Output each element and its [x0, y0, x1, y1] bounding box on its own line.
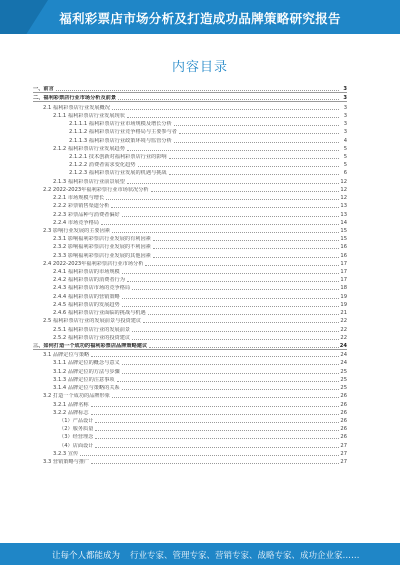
toc-entry-label: 3.1 品牌定位与策略 [43, 352, 90, 359]
toc-entry-label: 3.2.1 品牌名称 [53, 401, 89, 408]
toc-leader-dots [122, 298, 339, 299]
toc-entry-page: 19 [340, 301, 347, 308]
toc-leader-dots [118, 99, 339, 100]
toc-leader-dots [91, 356, 339, 357]
toc-entry[interactable] [33, 102, 347, 110]
toc-entry-page: 25 [340, 376, 347, 383]
toc-entry-label: 3.3 营销策略与推广 [43, 459, 90, 466]
toc-entry-label: 2.4.1 福利彩票店的市场规模 [53, 269, 120, 276]
toc-entry-page: 3 [343, 129, 347, 136]
toc-entry-label: 2.3.2 影响福利彩票店行业发展的不利因素 [53, 244, 151, 251]
toc-leader-dots [153, 257, 339, 258]
toc-entry-page: 15 [340, 227, 347, 234]
toc-entry-page: 3 [343, 104, 347, 111]
toc-leader-dots [127, 183, 339, 184]
toc-entry-page: 3 [343, 95, 347, 102]
toc-leader-dots [122, 373, 339, 374]
toc-leader-dots [122, 364, 339, 365]
toc-entry[interactable] [33, 391, 347, 399]
toc-entry[interactable] [33, 440, 347, 448]
toc-entry-page: 24 [339, 343, 347, 349]
toc-entry[interactable] [33, 144, 347, 152]
toc-entry[interactable] [33, 218, 347, 226]
toc-leader-dots [122, 273, 339, 274]
toc-entry[interactable] [33, 366, 347, 374]
toc-entry[interactable] [33, 127, 347, 135]
toc-entry[interactable] [33, 160, 347, 168]
toc-entry-label: 2.2 2022-2023年福利彩票行业市场状况分析 [43, 186, 149, 193]
toc-entry-label: 2.2.3 彩票品种与消费者偏好 [53, 211, 120, 218]
toc-leader-dots [169, 158, 339, 159]
toc-entry-page: 18 [340, 285, 347, 292]
toc-entry-label: 2.3.3 影响福利彩票店行业发展的其他因素 [53, 252, 151, 259]
toc-leader-dots [56, 90, 339, 91]
toc-entry[interactable] [33, 291, 347, 299]
toc-entry-label: 2.1.1.3 福利彩票店行业政策环境与监管分析 [69, 137, 172, 144]
toc-entry[interactable] [33, 399, 347, 407]
toc-entry[interactable] [33, 135, 347, 143]
toc-entry[interactable] [33, 333, 347, 341]
toc-entry-label: 2.4 2022-2023年福利彩票店行业市场分析 [43, 260, 144, 267]
toc-entry-label: 一、前言 [33, 86, 54, 93]
toc-entry-page: 12 [340, 186, 347, 193]
toc-entry[interactable] [33, 457, 347, 465]
toc-entry-page: 17 [340, 269, 347, 276]
toc-entry[interactable] [33, 341, 347, 350]
toc-heading: 内容目录 [171, 60, 228, 75]
toc-entry-page: 17 [340, 260, 347, 267]
toc-entry-label: 2.5 福利彩票店行业的发展前景与投资建议 [43, 318, 142, 325]
toc-entry-page: 27 [340, 442, 347, 449]
toc-entry-label: 3.2.2 品牌标志 [53, 409, 89, 416]
footer-roles: 行业专家、管理专家、营销专家、战略专家、成功企业家…… [130, 551, 360, 561]
toc-entry-label: （1）产品设计 [59, 417, 94, 424]
toc-leader-dots [149, 347, 339, 348]
toc-entry-label: 2.2.1 市场规模与增长 [53, 195, 105, 202]
toc-leader-dots [91, 414, 339, 415]
toc-leader-dots [169, 174, 339, 175]
toc-entry[interactable] [33, 152, 347, 160]
toc-entry-page: 24 [340, 360, 347, 367]
toc-entry-page: 21 [340, 310, 347, 317]
toc-entry-label: 2.4.5 福利彩票店的发展趋势 [53, 301, 120, 308]
toc-entry-label: 2.2.2 彩票销售渠道分析 [53, 203, 110, 210]
toc-entry-page: 22 [340, 334, 347, 341]
toc-entry-page: 26 [340, 417, 347, 424]
toc-entry-page: 25 [340, 385, 347, 392]
footer-banner [0, 543, 400, 565]
toc-entry-page: 26 [340, 401, 347, 408]
toc-entry-label: 2.3 影响行业发展的主要因素 [43, 227, 110, 234]
toc-entry-page: 5 [343, 162, 347, 169]
toc-entry-label: 3.1.3 品牌定位的注意事项 [53, 376, 115, 383]
toc-entry-label: 3.2.3 宣传 [53, 450, 79, 457]
toc-entry-page: 6 [343, 170, 347, 177]
toc-entry-page: 3 [343, 121, 347, 128]
toc-leader-dots [127, 281, 339, 282]
toc-entry[interactable] [33, 324, 347, 332]
toc-entry-label: 3.1.4 品牌定位与策略的关系 [53, 385, 120, 392]
toc-leader-dots [132, 331, 339, 332]
toc-leader-dots [95, 430, 339, 431]
toc-entry[interactable] [33, 111, 347, 119]
toc-entry-page: 16 [340, 252, 347, 259]
toc-leader-dots [145, 265, 339, 266]
toc-entry-page: 26 [340, 434, 347, 441]
toc-leader-dots [112, 109, 339, 110]
toc-entry-label: 2.4.2 福利彩票店的消费者行为 [53, 277, 125, 284]
toc-leader-dots [112, 397, 339, 398]
toc-entry-label: 三、如何打造一个成功的福利彩票店品牌策略建议 [33, 343, 148, 349]
toc-entry-label: 2.1.1.2 福利彩票店行业竞争格局与主要参与者 [69, 129, 177, 136]
toc-entry-page: 4 [343, 137, 347, 144]
toc-leader-dots [127, 150, 339, 151]
toc-entry-label: 2.1.2.1 技术创新对福利彩票店行业的影响 [69, 153, 167, 160]
toc-entry-page: 13 [340, 203, 347, 210]
toc-entry-page: 26 [340, 409, 347, 416]
toc-entry[interactable] [33, 316, 347, 324]
toc-leader-dots [106, 199, 339, 200]
toc-entry-page: 26 [340, 393, 347, 400]
toc-entry[interactable] [33, 193, 347, 201]
footer-text [52, 549, 360, 561]
toc-entry-label: （2）服务质量 [59, 426, 94, 433]
toc-leader-dots [101, 224, 339, 225]
toc-entry-label: 2.1.2.2 消费者需求变化趋势 [69, 162, 136, 169]
toc-entry-page: 17 [340, 277, 347, 284]
toc-entry[interactable] [33, 226, 347, 234]
toc-entry[interactable] [33, 185, 347, 193]
toc-leader-dots [132, 289, 339, 290]
toc-leader-dots [80, 455, 339, 456]
toc-entry[interactable] [33, 432, 347, 440]
table-of-contents [33, 84, 347, 465]
toc-leader-dots [148, 314, 339, 315]
toc-entry[interactable] [33, 449, 347, 457]
toc-entry-label: 2.1.3 福利彩票店行业前景展望 [53, 178, 125, 185]
toc-entry-page: 3 [343, 86, 347, 93]
toc-entry-page: 27 [340, 459, 347, 466]
toc-leader-dots [138, 166, 340, 167]
toc-entry-label: 2.4.4 福利彩票店的营销策略 [53, 293, 120, 300]
toc-entry[interactable] [33, 259, 347, 267]
toc-leader-dots [111, 207, 339, 208]
toc-entry-label: 二、福利彩票店行业市场分析及前景 [33, 95, 117, 102]
toc-entry-page: 12 [340, 178, 347, 185]
toc-entry-label: （3）经营理念 [59, 434, 94, 441]
toc-entry[interactable] [33, 176, 347, 184]
toc-entry[interactable] [33, 383, 347, 391]
toc-entry-label: 2.1 福利彩票店行业发展概况 [43, 104, 110, 111]
toc-entry-page: 25 [340, 368, 347, 375]
toc-entry-page: 19 [340, 293, 347, 300]
toc-entry[interactable] [33, 168, 347, 176]
toc-entry-label: 2.1.2 福利彩票店行业发展趋势 [53, 145, 125, 152]
toc-entry-page: 12 [340, 195, 347, 202]
toc-entry-label: 2.3.1 影响福利彩票店行业发展的有利因素 [53, 236, 151, 243]
toc-entry[interactable] [33, 267, 347, 275]
toc-leader-dots [91, 406, 339, 407]
toc-entry[interactable] [33, 250, 347, 258]
toc-entry[interactable] [33, 275, 347, 283]
toc-leader-dots [153, 248, 339, 249]
toc-entry-label: 2.5.2 福利彩票店行业的投资建议 [53, 334, 131, 341]
toc-leader-dots [151, 191, 339, 192]
toc-entry-page: 15 [340, 236, 347, 243]
toc-leader-dots [132, 339, 339, 340]
toc-entry[interactable] [33, 300, 347, 308]
toc-entry[interactable] [33, 119, 347, 127]
toc-entry[interactable] [33, 375, 347, 383]
report-title: 福利彩票店市场分析及打造成功品牌策略研究报告 [59, 11, 341, 26]
toc-leader-dots [95, 447, 339, 448]
toc-leader-dots [174, 142, 339, 143]
toc-leader-dots [153, 240, 339, 241]
toc-leader-dots [127, 117, 339, 118]
toc-entry-page: 14 [340, 219, 347, 226]
toc-leader-dots [122, 389, 339, 390]
toc-entry-page: 5 [343, 145, 347, 152]
toc-leader-dots [117, 381, 339, 382]
toc-leader-dots [122, 306, 339, 307]
toc-entry[interactable] [33, 201, 347, 209]
toc-entry[interactable] [33, 242, 347, 250]
toc-entry-label: 3.1.2 品牌定位的方法与步骤 [53, 368, 120, 375]
toc-entry-label: 2.1.1 福利彩票店行业发展现状 [53, 112, 125, 119]
toc-entry-label: （4）店面设计 [59, 442, 94, 449]
toc-entry-label: 2.1.2.3 福利彩票店行业发展的机遇与挑战 [69, 170, 167, 177]
toc-entry-page: 26 [340, 426, 347, 433]
toc-entry-page: 22 [340, 326, 347, 333]
toc-entry[interactable] [33, 283, 347, 291]
toc-entry-page: 27 [340, 450, 347, 457]
toc-entry[interactable] [33, 416, 347, 424]
toc-entry[interactable] [33, 424, 347, 432]
footer-slogan: 让每个人都能成为 [52, 551, 121, 561]
toc-entry-label: 2.2.4 市场竞争格局 [53, 219, 99, 226]
header-banner [0, 0, 400, 34]
toc-leader-dots [122, 216, 339, 217]
toc-entry[interactable] [33, 358, 347, 366]
toc-entry[interactable] [33, 209, 347, 217]
toc-entry-label: 3.1.1 品牌定位的概念与意义 [53, 360, 120, 367]
toc-entry-page: 13 [340, 211, 347, 218]
toc-entry-page: 3 [343, 112, 347, 119]
toc-entry-label: 3.2 打造一个成功的品牌形象 [43, 393, 110, 400]
toc-entry[interactable] [33, 93, 347, 102]
toc-leader-dots [143, 322, 339, 323]
toc-leader-dots [112, 232, 339, 233]
toc-leader-dots [95, 422, 339, 423]
toc-entry[interactable] [33, 350, 347, 358]
toc-leader-dots [174, 125, 339, 126]
toc-entry[interactable] [33, 308, 347, 316]
toc-leader-dots [179, 133, 339, 134]
toc-entry-page: 24 [340, 352, 347, 359]
toc-entry[interactable] [33, 408, 347, 416]
toc-entry-page: 16 [340, 244, 347, 251]
toc-leader-dots [95, 438, 339, 439]
toc-entry-label: 2.5.1 福利彩票店行业的发展前景 [53, 326, 131, 333]
toc-entry-label: 2.1.1.1 福利彩票店行业市场规模及增长分析 [69, 121, 172, 128]
toc-leader-dots [91, 463, 339, 464]
toc-entry-label: 2.4.6 福利彩票店行业面临的挑战与机遇 [53, 310, 146, 317]
toc-entry-page: 5 [343, 153, 347, 160]
toc-entry-label: 2.4.3 福利彩票店市场的竞争格局 [53, 285, 131, 292]
toc-entry-page: 22 [340, 318, 347, 325]
toc-entry[interactable] [33, 234, 347, 242]
toc-entry[interactable] [33, 84, 347, 93]
